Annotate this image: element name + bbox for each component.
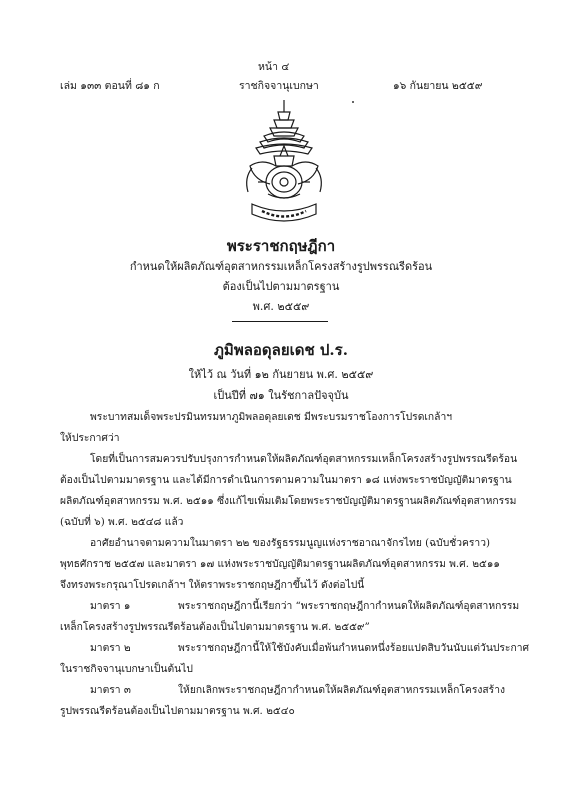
paragraph-line: โดยที่เป็นการสมควรปรับปรุงการกำหนดให้ผลิตภัณฑ์อุตสาหกรรมเหล็กโครงสร้างรูปพรรณรีดร้อน	[90, 453, 518, 465]
paragraph-line: ต้องเป็นไปตามมาตรฐาน และได้มีการดำเนินการตามความในมาตรา ๑๘ แห่งพระราชบัญญัติมาตรฐาน	[60, 474, 512, 486]
section-3	[60, 680, 506, 701]
page-number: หน้า ๔	[258, 61, 290, 73]
paragraph-line: พระบาทสมเด็จพระปรมินทรมหาภูมิพลอดุลยเดช มีพระบรมราชโองการโปรดเกล้าฯ	[90, 411, 453, 423]
paragraph-line: เหล็กโครงสร้างรูปพรรณรีดร้อนต้องเป็นไปตามมาตรฐาน พ.ศ. ๒๕๕๙”	[60, 621, 370, 633]
paragraph-line: (ฉบับที่ ๖) พ.ศ. ๒๕๔๘ แล้ว	[60, 516, 184, 528]
section-text: ให้ยกเลิกพระราชกฤษฎีกากำหนดให้ผลิตภัณฑ์อุตสาหกรรมเหล็กโครงสร้าง	[178, 684, 506, 696]
reign-year: เป็นปีที่ ๗๑ ในรัชกาลปัจจุบัน	[213, 389, 349, 402]
paragraph-line: ในราชกิจจานุเบกษาเป็นต้นไป	[60, 663, 193, 675]
section-label: มาตรา ๑	[90, 600, 131, 612]
speck	[352, 101, 354, 103]
paragraph-line: ให้ประกาศว่า	[60, 432, 120, 444]
paragraph-line: พุทธศักราช ๒๕๕๗ และมาตรา ๑๗ แห่งพระราชบัญญัติมาตรฐานผลิตภัณฑ์อุตสาหกรรม พ.ศ. ๒๕๑๑	[60, 558, 500, 570]
decree-body	[60, 407, 530, 722]
garuda-royal-emblem-icon	[234, 98, 334, 232]
section-text: พระราชกฤษฎีกานี้เรียกว่า “พระราชกฤษฎีกากำหนดให้ผลิตภัณฑ์อุตสาหกรรม	[178, 600, 520, 612]
decree-heading: พระราชกฤษฎีกา	[226, 237, 336, 255]
decree-subtitle-line1: กำหนดให้ผลิตภัณฑ์อุตสาหกรรมเหล็กโครงสร้างรูปพรรณรีดร้อน	[129, 260, 433, 273]
publication-date: ๑๖ กันยายน ๒๕๕๙	[393, 80, 483, 92]
paragraph-line: อาศัยอำนาจตามความในมาตรา ๒๒ ของรัฐธรรมนูญแห่งราชอาณาจักรไทย (ฉบับชั่วคราว)	[90, 537, 491, 549]
publication-name: ราชกิจจานุเบกษา	[239, 80, 319, 92]
paragraph-line: จึงทรงพระกรุณาโปรดเกล้าฯ ให้ตราพระราชกฤษฎีกาขึ้นไว้ ดังต่อไปนี้	[60, 579, 365, 591]
section-2	[60, 638, 530, 659]
given-date: ให้ไว้ ณ วันที่ ๑๒ กันยายน พ.ศ. ๒๕๕๙	[188, 368, 374, 381]
section-label: มาตรา ๒	[90, 642, 131, 654]
paragraph-line: รูปพรรณรีดร้อนต้องเป็นไปตามมาตรฐาน พ.ศ. ๒๕๔๐	[60, 705, 295, 717]
section-text: พระราชกฤษฎีกานี้ให้ใช้บังคับเมื่อพ้นกำหนดหนึ่งร้อยแปดสิบวันนับแต่วันประกาศ	[178, 642, 530, 654]
king-name: ภูมิพลอดุลยเดช ป.ร.	[214, 341, 348, 359]
section-label: มาตรา ๓	[90, 684, 131, 696]
section-1	[60, 596, 520, 617]
volume-info: เล่ม ๑๓๓ ตอนที่ ๘๑ ก	[60, 80, 160, 92]
paragraph-line: ผลิตภัณฑ์อุตสาหกรรม พ.ศ. ๒๕๑๑ ซึ่งแก้ไขเพิ่มเติมโดยพระราชบัญญัติมาตรฐานผลิตภัณฑ์อุตสาหกรรม	[60, 495, 517, 507]
decree-year: พ.ศ. ๒๕๕๙	[252, 300, 310, 313]
title-divider	[232, 321, 328, 322]
decree-subtitle-line2: ต้องเป็นไปตามมาตรฐาน	[222, 280, 340, 293]
